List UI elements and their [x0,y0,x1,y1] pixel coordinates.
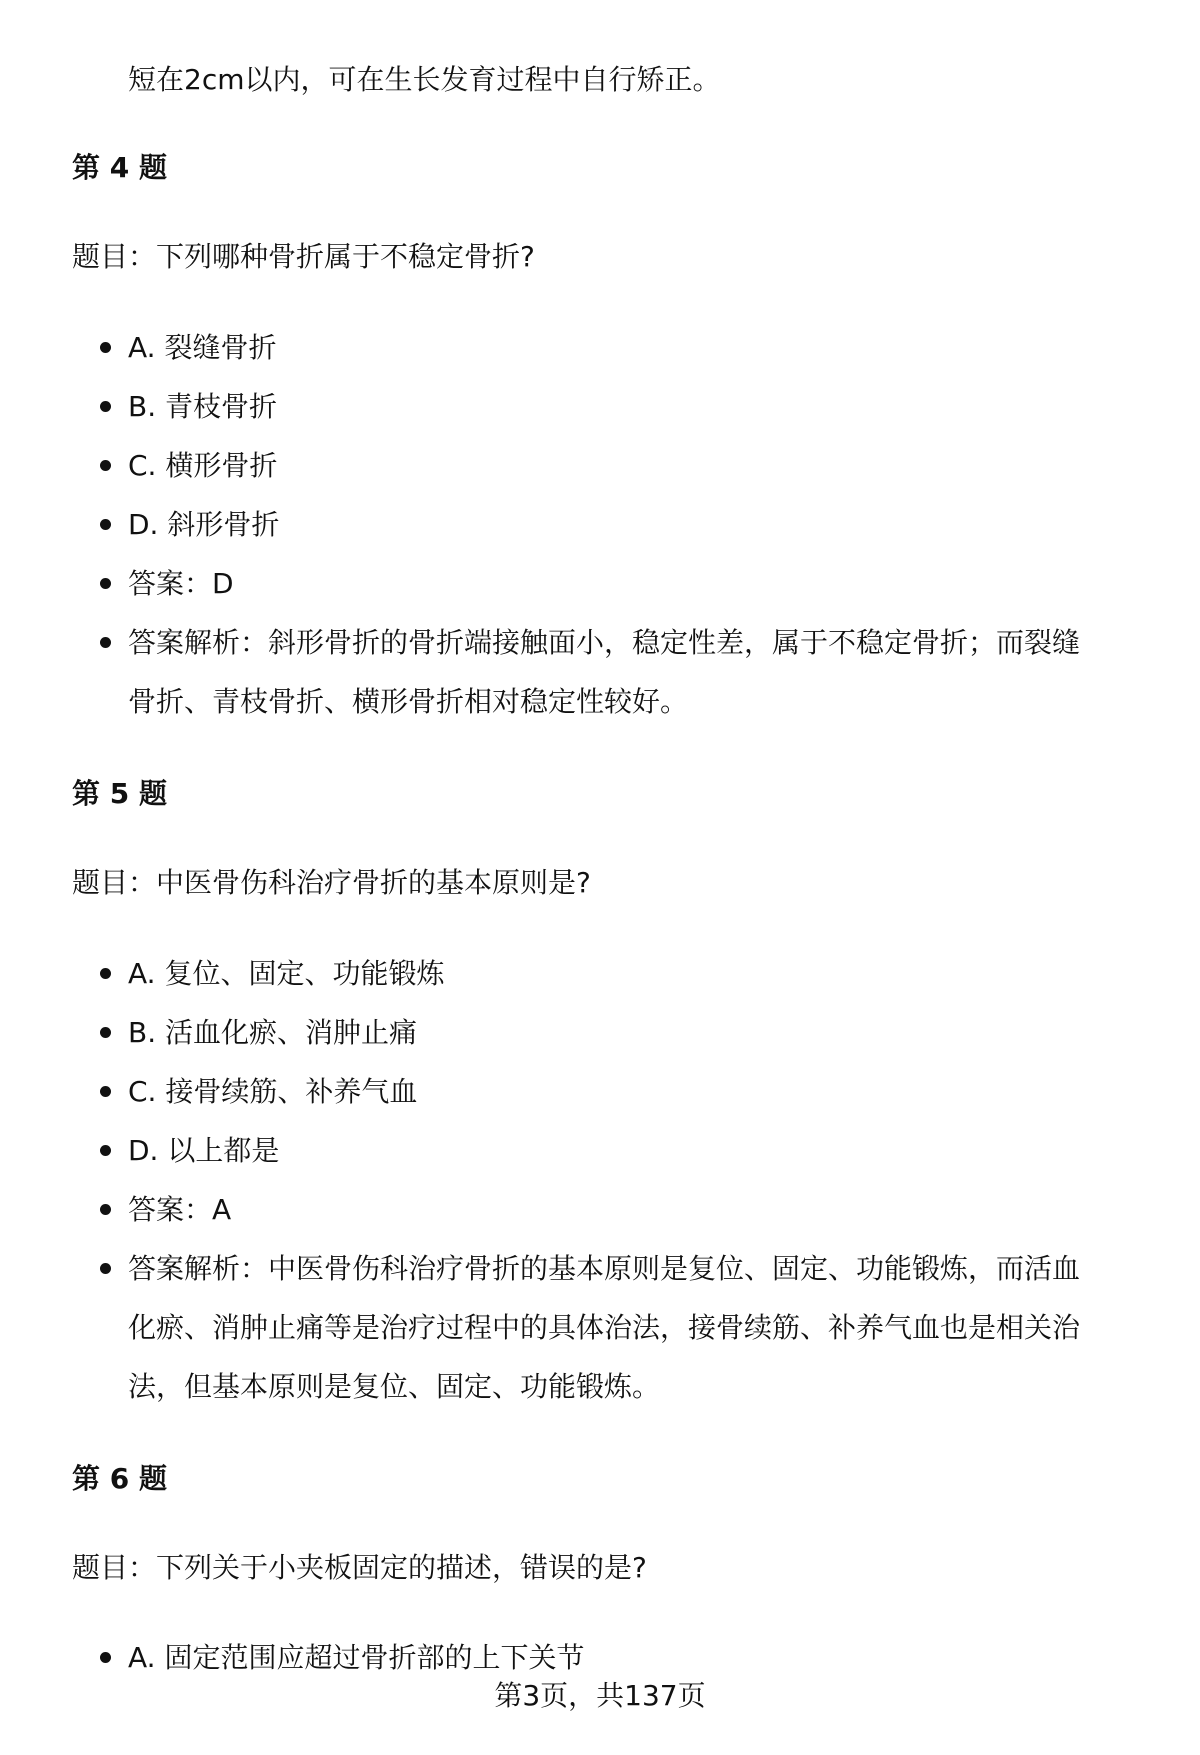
bullet-icon [100,1086,111,1097]
question-4-stem: 题目：下列哪种骨折属于不稳定骨折? [72,240,535,273]
bullet-icon [100,637,111,648]
bullet-icon [100,519,111,530]
question-6-stem: 题目：下列关于小夹板固定的描述，错误的是? [72,1551,647,1584]
question-6-heading: 第 6 题 [72,1462,167,1495]
question-5-heading: 第 5 题 [72,777,167,810]
bullet-icon [100,1204,111,1215]
analysis-line: 答案解析：中医骨伤科治疗骨折的基本原则是复位、固定、功能锻炼，而活血 [128,1252,1081,1285]
analysis-line: 化瘀、消肿止痛等是治疗过程中的具体治法，接骨续筋、补养气血也是相关治 [128,1311,1081,1344]
analysis-line: 骨折、青枝骨折、横形骨折相对稳定性较好。 [128,685,689,718]
document-page: 短在2cm以内，可在生长发育过程中自行矫正。 第 4 题 题目：下列哪种骨折属于不稳定骨折? A. 裂缝骨折 B. 青枝骨折 C. 横形骨折 D. 斜形骨折 答案：D 答案解析：斜形骨折的骨折端接触面小，稳定性差，属于不稳定骨折；而裂缝 骨折、青枝骨折、横形骨折相对稳定性较好。 第 5 题 题目：中医骨伤科治疗骨折的基本原则是? A. 复位、固定、功能锻炼 B. 活血化瘀、消肿止痛 C. 接骨续筋、补养气血 D. 以上都是 答案：A 答案解析：中医骨伤科治疗骨折的基本原则是复位、固定、功能锻炼，而活血 化瘀、消肿止痛等是治疗过程中的具体治法，接骨续筋、补养气血也是相关治 法，但基本原则是复位、固定、功能锻炼。 第 6 题 题目：下列关于小夹板固定的描述，错误的是? A. 固定范围应超过骨折部的上下关节 第3页，共137页 [0,0,1200,1755]
continuation-text: 短在2cm以内，可在生长发育过程中自行矫正。 [128,63,721,96]
question-4-heading: 第 4 题 [72,151,167,184]
analysis-line: 法，但基本原则是复位、固定、功能锻炼。 [128,1370,661,1403]
bullet-icon [100,1652,111,1663]
analysis-line: 答案解析：斜形骨折的骨折端接触面小，稳定性差，属于不稳定骨折；而裂缝 [128,626,1081,659]
bullet-icon [100,1027,111,1038]
bullet-icon [100,460,111,471]
bullet-icon [100,342,111,353]
bullet-icon [100,1263,111,1274]
question-5-stem: 题目：中医骨伤科治疗骨折的基本原则是? [72,866,591,899]
bullet-icon [100,401,111,412]
bullet-icon [100,578,111,589]
page-number-footer: 第3页，共137页 [494,1679,706,1712]
bullet-icon [100,1145,111,1156]
bullet-icon [100,968,111,979]
